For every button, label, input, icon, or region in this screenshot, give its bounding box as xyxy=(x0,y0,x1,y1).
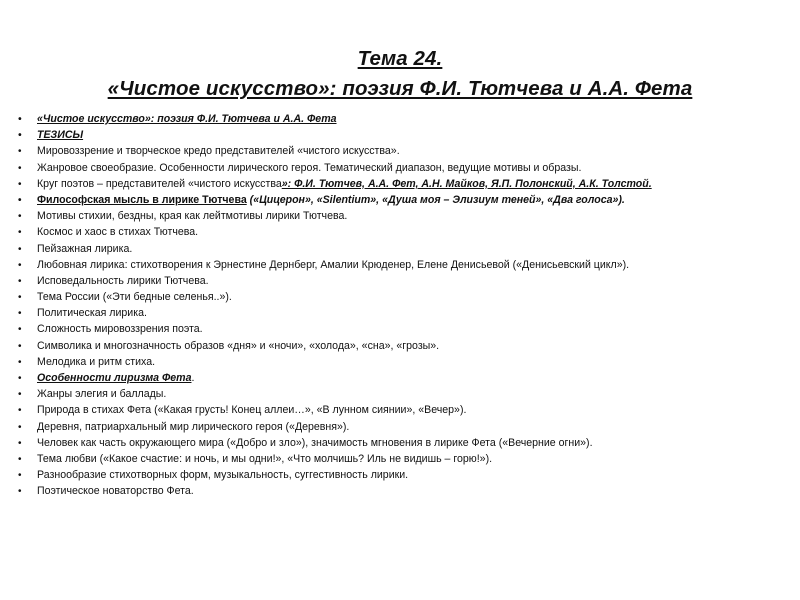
list-item: • Круг поэтов – представителей «чистого искусства»: Ф.И. Тютчев, А.А. Фет, А.Н. Майков, Я.П. Полонский, А.К. Толстой. xyxy=(18,178,770,191)
list-item: • Мировоззрение и творческое кредо представителей «чистого искусства». xyxy=(18,145,770,158)
list-item: • Исповедальность лирики Тютчева. xyxy=(18,275,770,288)
list-item: • Политическая лирика. xyxy=(18,307,770,320)
title-line-2: «Чистое искусство»: поэзия Ф.И. Тютчева и А.А. Фета xyxy=(107,77,693,100)
list-item: • Поэтическое новаторство Фета. xyxy=(18,485,770,498)
list-item: • Пейзажная лирика. xyxy=(18,243,770,256)
list-item: • Жанровое своеобразие. Особенности лирического героя. Тематический диапазон, ведущие мотивы и образы. xyxy=(18,162,770,175)
list-item: • Деревня, патриархальный мир лирического героя («Деревня»). xyxy=(18,421,770,434)
list-item: • Философская мысль в лирике Тютчева («Цицерон», «Silentium», «Душа моя – Элизиум теней», «Два голоса»). xyxy=(18,194,770,207)
list-item: • ТЕЗИСЫ xyxy=(18,129,770,142)
theses-list xyxy=(18,113,770,502)
list-item: • Разнообразие стихотворных форм, музыкальность, суггестивность лирики. xyxy=(18,469,770,482)
list-item: • Мелодика и ритм стиха. xyxy=(18,356,770,369)
list-item: • Человек как часть окружающего мира («Добро и зло»), значимость мгновения в лирике Фета («Вечерние огни»). xyxy=(18,437,770,450)
list-item: • Особенности лиризма Фета. xyxy=(18,372,770,385)
list-item: • Космос и хаос в стихах Тютчева. xyxy=(18,226,770,239)
title-line-1: Тема 24. xyxy=(357,47,443,70)
list-item: • Символика и многозначность образов «дня» и «ночи», «холода», «сна», «грозы». xyxy=(18,340,770,353)
list-item: • Мотивы стихии, бездны, края как лейтмотивы лирики Тютчева. xyxy=(18,210,770,223)
list-item: • Природа в стихах Фета («Какая грусть! Конец аллеи…», «В лунном сиянии», «Вечер»). xyxy=(18,404,770,417)
list-item: • «Чистое искусство»: поэзия Ф.И. Тютчева и А.А. Фета xyxy=(18,113,770,126)
list-item: • Тема любви («Какое счастие: и ночь, и мы одни!», «Что молчишь? Иль не видишь – горю!»). xyxy=(18,453,770,466)
slide-title xyxy=(0,44,800,104)
list-item: • Тема России («Эти бедные селенья..»). xyxy=(18,291,770,304)
list-item: • Жанры элегия и баллады. xyxy=(18,388,770,401)
list-item: • Любовная лирика: стихотворения к Эрнестине Дернберг, Амалии Крюденер, Елене Денисьевой («Денисьевский цикл»). xyxy=(18,259,770,272)
list-item: • Сложность мировоззрения поэта. xyxy=(18,323,770,336)
